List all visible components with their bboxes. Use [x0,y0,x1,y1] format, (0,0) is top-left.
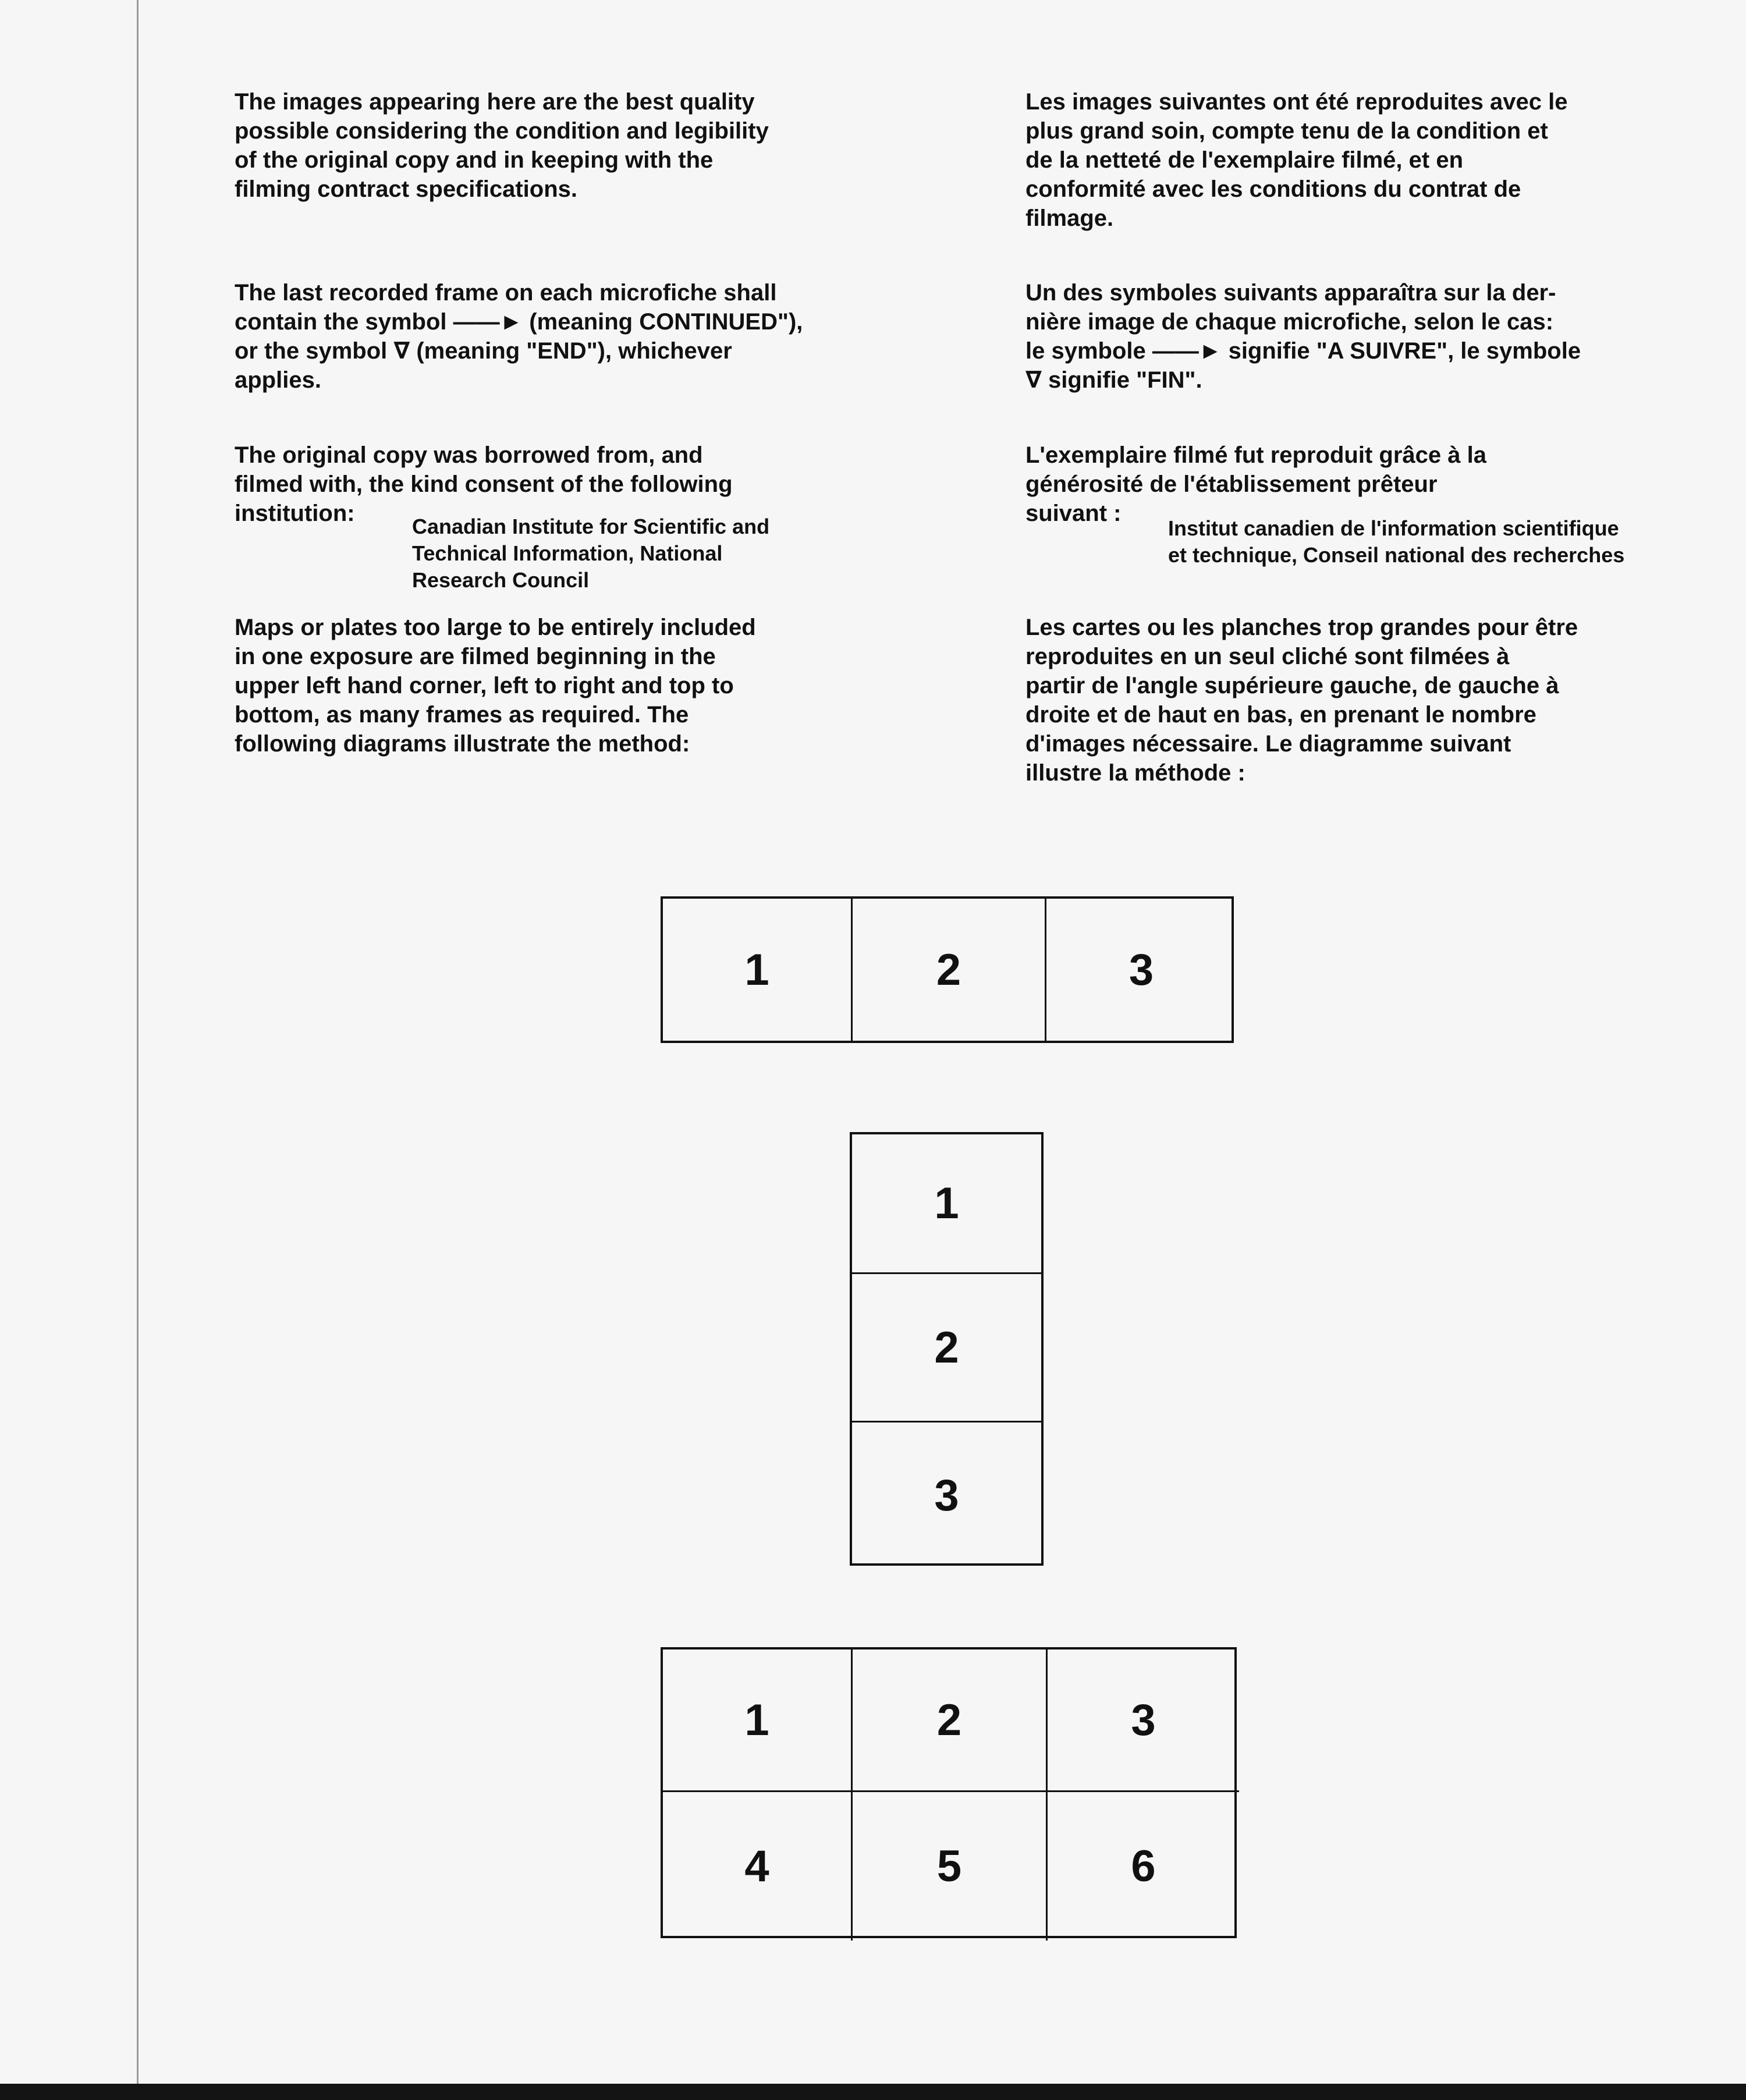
english-maps-paragraph: Maps or plates too large to be entirely included in one exposure are filmed beginning in the upper left hand corner, left to right and top to bottom, as many frames as required. The following diagrams illustrate the method: [235,615,756,757]
diagram-cell: 1 [852,1134,1041,1274]
diagram-cell: 5 [853,1792,1048,1941]
diagram-cell: 6 [1131,1842,1156,1891]
english-institution-name: Canadian Institute for Scientific and Technical Information, National Research Council [412,515,770,592]
french-institution-label: suivant : [1025,501,1122,526]
diagram-cell: 3 [934,1470,959,1520]
french-quality-paragraph: Les images suivantes ont été reproduites avec le plus grand soin, compte tenu de la condition et de la netteté de l'exemplaire filmé, et en conformité avec les conditions du contrat de filmage. [1025,89,1568,231]
diagram-horizontal-row [661,896,1234,1043]
diagram-cell: 4 [663,1792,853,1941]
diagram-cell: 3 [1128,945,1154,995]
french-consent-paragraph: L'exemplaire filmé fut reproduit grâce à la générosité de l'établissement prêteur [1025,442,1486,497]
english-consent-paragraph: The original copy was borrowed from, and filmed with, the kind consent of the following [235,442,733,497]
diagram-cell: 2 [852,1274,1041,1423]
diagram-vertical-column [850,1132,1044,1566]
bottom-scan-edge [0,2084,1746,2100]
english-symbols-paragraph: The last recorded frame on each microfiche shall contain the symbol ——► (meaning CONTINUED"), or the symbol ∇ (meaning "END"), whichever applies. [235,280,803,393]
diagram-cell: 1 [663,899,853,1041]
diagram-cell: 1 [663,1650,853,1792]
english-quality-paragraph: The images appearing here are the best quality possible considering the condition and legibility of the original copy and in keeping with the filming contract specifications. [235,89,769,202]
diagram-cell: 2 [853,899,1046,1041]
diagram-two-by-three-grid [661,1647,1237,1938]
french-maps-paragraph: Les cartes ou les planches trop grandes pour être reproduites en un seul cliché sont filmées à partir de l'angle supérieure gauche, de gauche à droite et de haut en bas, en prenant le nombre d'images nécessaire. Le diagramme suivant illustre la méthode : [1025,615,1578,786]
english-institution-label: institution: [235,501,355,526]
page-left-edge [137,0,139,2084]
diagram-cell: 3 [1048,1650,1239,1792]
diagram-cell: 2 [853,1650,1048,1792]
french-institution-name: Institut canadien de l'information scientifique et technique, Conseil national des recherches [1168,516,1625,567]
french-symbols-paragraph: Un des symboles suivants apparaîtra sur la der- nière image de chaque microfiche, selon le cas: le symbole ——► signifie "A SUIVRE", le symbole ∇ signifie "FIN". [1025,280,1581,393]
